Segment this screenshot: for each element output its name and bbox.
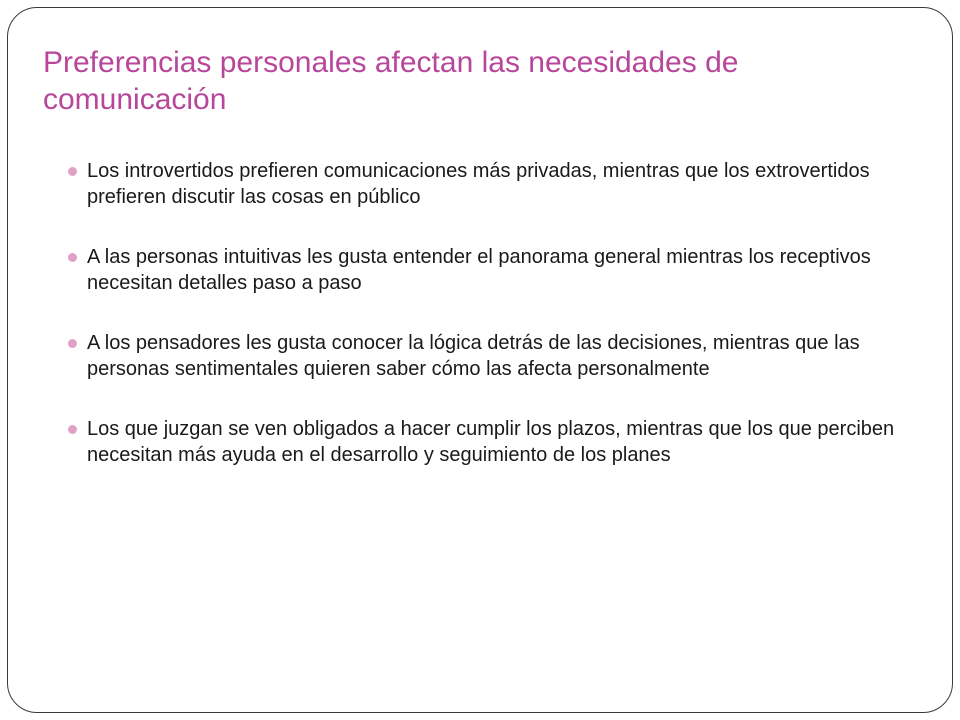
slide-frame [7, 7, 953, 713]
bullet-list [68, 158, 928, 502]
bullet-dot-icon [68, 253, 77, 262]
bullet-text: A los pensadores les gusta conocer la lógica detrás de las decisiones, mientras que las personas sentimentales quieren saber cómo las afecta personalmente [87, 332, 860, 380]
bullet-dot-icon [68, 167, 77, 176]
bullet-text: Los introvertidos prefieren comunicaciones más privadas, mientras que los extrovertidos prefieren discutir las cosas en público [87, 160, 870, 208]
bullet-text: A las personas intuitivas les gusta entender el panorama general mientras los receptivos necesitan detalles paso a paso [87, 246, 871, 294]
bullet-text: Los que juzgan se ven obligados a hacer cumplir los plazos, mientras que los que perciben necesitan más ayuda en el desarrollo y seguimiento de los planes [87, 418, 895, 466]
bullet-item [68, 330, 928, 382]
bullet-item [68, 244, 928, 296]
bullet-item [68, 158, 928, 210]
slide-title: Preferencias personales afectan las necesidades de comunicación [43, 46, 739, 116]
bullet-dot-icon [68, 339, 77, 348]
bullet-dot-icon [68, 425, 77, 434]
bullet-item [68, 416, 928, 468]
